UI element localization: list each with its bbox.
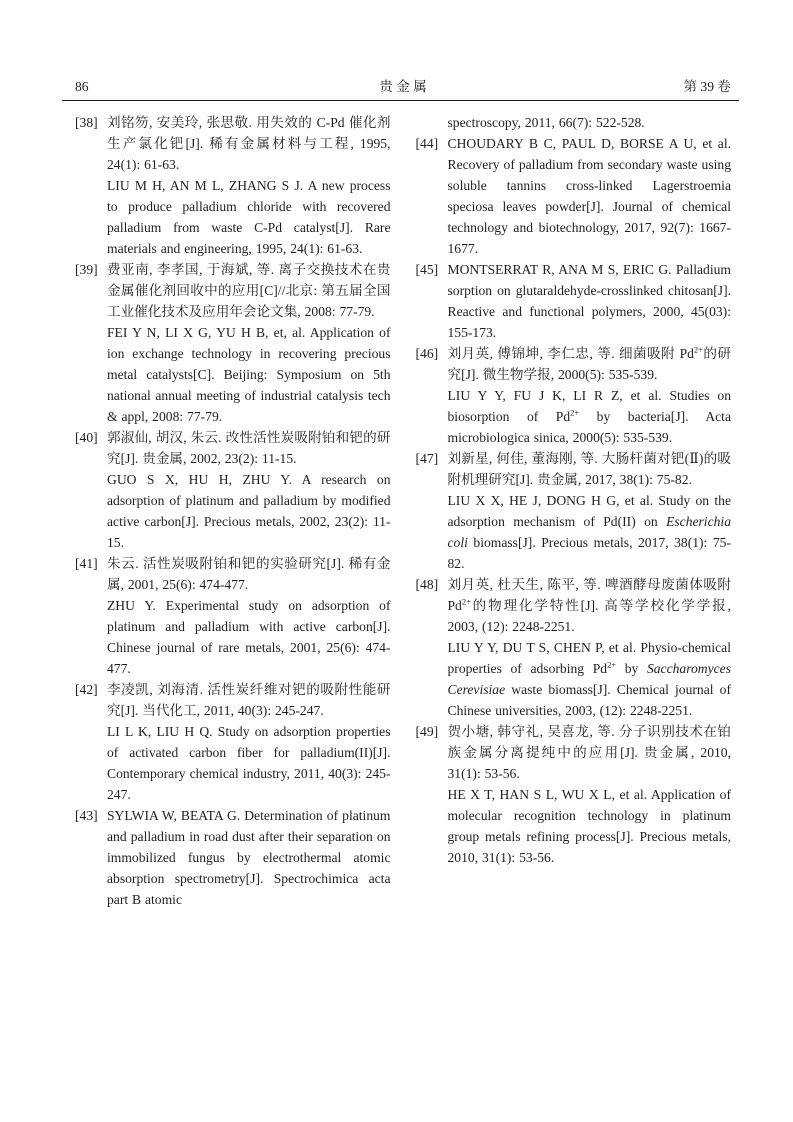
reference-number: [48] xyxy=(415,577,439,592)
reference-chinese-citation: 刘新星, 何佳, 董海刚, 等. 大肠杆菌对钯(Ⅱ)的吸附机理研究[J]. 贵金属, 2017, 38(1): 75-82. xyxy=(447,451,731,487)
reference-number: [43] xyxy=(75,808,98,823)
reference-number: [38] xyxy=(75,115,98,130)
reference-text xyxy=(107,112,391,259)
volume-label: 第 39 卷 xyxy=(683,79,731,94)
reference-chinese-citation: 朱云. 活性炭吸附铂和钯的实验研究[J]. 稀有金属, 2001, 25(6): 474-477. xyxy=(107,556,391,592)
reference-number xyxy=(416,112,448,133)
reference-english-citation: FEI Y N, LI X G, YU H B, et, al. Application of ion exchange technology in recovering precious metal catalysts[C]. Beijing: Symposium on 5th national annual meeting of industrial catalysis tech & appl, 2008: 77-79. xyxy=(107,325,391,424)
reference-english-citation: ZHU Y. Experimental study on adsorption of platinum and palladium with active carbon[J]. Chinese journal of rare metals, 2001, 25(6): 474-477. xyxy=(107,598,391,676)
left-column xyxy=(75,112,391,910)
reference-number: [44] xyxy=(415,136,439,151)
reference-chinese-citation: 李凌凯, 刘海清. 活性炭纤维对钯的吸附性能研究[J]. 当代化工, 2011, 40(3): 245-247. xyxy=(107,682,391,718)
reference-chinese-citation: 刘月英, 傅锦坤, 李仁忠, 等. 细菌吸附 $Pd^{2+}$的研究[J]. 微生物学报, 2000(5): 535-539. xyxy=(447,344,731,382)
right-column xyxy=(416,112,732,910)
reference-item-45 xyxy=(416,259,732,343)
reference-item-38 xyxy=(75,112,391,259)
reference-chinese-citation: 贺小塘, 韩守礼, 吴喜龙, 等. 分子识别技术在铂族金属分离提纯中的应用[J]. 贵金属, 2010, 31(1): 53-56. xyxy=(447,724,731,781)
reference-text xyxy=(107,427,391,553)
reference-number: [39] xyxy=(75,262,98,277)
reference-english-citation: spectroscopy, 2011, 66(7): 522-528. xyxy=(447,115,645,130)
reference-english-citation: LIU Y Y, FU J K, LI R Z, et al. Studies on biosorption of $Pd^{2+}$ by bacteria[J]. Acta microbiologica sinica, 2000(5): 535-539. xyxy=(447,388,731,445)
reference-english-citation: MONTSERRAT R, ANA M S, ERIC G. Palladium sorption on glutaraldehyde-crosslinked chitosan[J]. Reactive and functional polymers, 2000, 45(03): 155-173. xyxy=(447,262,731,340)
reference-chinese-citation: 刘铭笏, 安美玲, 张思敬. 用失效的 C-Pd 催化剂生产氯化钯[J]. 稀有金属材料与工程, 1995, 24(1): 61-63. xyxy=(107,115,391,172)
reference-english-citation: HE X T, HAN S L, WU X L, et al. Application of molecular recognition technology in platinum group metals refining process[J]. Precious metals, 2010, 31(1): 53-56. xyxy=(447,787,731,865)
reference-item-47 xyxy=(416,448,732,574)
reference-english-citation: LIU X X, HE J, DONG H G, et al. Study on the adsorption mechanism of Pd(II) on Escherichia coli biomass[J]. Precious metals, 2017, 38(1): 75-82. xyxy=(447,493,731,571)
reference-item-49 xyxy=(416,721,732,868)
page-number: 86 xyxy=(75,79,89,94)
page-header xyxy=(62,78,739,101)
reference-english-citation: LIU M H, AN M L, ZHANG S J. A new process to produce palladium chloride with recovered palladium from waste C-Pd catalyst[J]. Rare materials and engineering, 1995, 24(1): 61-63. xyxy=(107,178,391,256)
reference-english-citation: SYLWIA W, BEATA G. Determination of platinum and palladium in road dust after their separation on immobilized fungus by electrothermal atomic absorption spectrometry[J]. Spectrochimica acta part B atomic xyxy=(107,808,391,907)
reference-text xyxy=(448,343,732,448)
reference-item-41 xyxy=(75,553,391,679)
reference-english-citation: CHOUDARY B C, PAUL D, BORSE A U, et al. Recovery of palladium from secondary waste using soluble tannins cross-linked Lagerstroemia speciosa leaves powder[J]. Journal of chemical technology and biotechnology, 2017, 92(7): 1667-1677. xyxy=(447,136,731,256)
reference-text xyxy=(107,679,391,805)
references-section xyxy=(75,112,731,910)
reference-chinese-citation: 郭淑仙, 胡汉, 朱云. 改性活性炭吸附铂和钯的研究[J]. 贵金属, 2002, 23(2): 11-15. xyxy=(107,430,391,466)
reference-text xyxy=(448,112,732,133)
reference-text xyxy=(107,805,391,910)
reference-item-42 xyxy=(75,679,391,805)
reference-text xyxy=(448,133,732,259)
reference-number: [40] xyxy=(75,430,98,445)
reference-text xyxy=(448,448,732,574)
reference-chinese-citation: 刘月英, 杜天生, 陈平, 等. 啤酒酵母废菌体吸附 $Pd^{2+}$的物理化学特性[J]. 高等学校化学学报, 2003, (12): 2248-2251. xyxy=(447,577,731,634)
reference-number: [47] xyxy=(415,451,439,466)
reference-number: [45] xyxy=(415,262,439,277)
reference-number: [41] xyxy=(75,556,98,571)
reference-number: [46] xyxy=(415,346,439,361)
reference-item-46 xyxy=(416,343,732,448)
reference-text xyxy=(107,259,391,427)
reference-number: [42] xyxy=(75,682,98,697)
reference-english-citation: LI L K, LIU H Q. Study on adsorption properties of activated carbon fiber for palladium(II)[J]. Contemporary chemical industry, 2011, 40(3): 245-247. xyxy=(107,724,391,802)
reference-text xyxy=(448,721,732,868)
reference-item-40 xyxy=(75,427,391,553)
reference-text xyxy=(448,259,732,343)
reference-item-48 xyxy=(416,574,732,721)
reference-number: [49] xyxy=(415,724,439,739)
journal-title: 贵 金 属 xyxy=(379,79,427,94)
reference-item-39 xyxy=(75,259,391,427)
reference-item-43 xyxy=(75,805,391,910)
reference-item-44 xyxy=(416,133,732,259)
reference-english-citation: GUO S X, HU H, ZHU Y. A research on adsorption of platinum and palladium by modified active carbon[J]. Precious metals, 2002, 23(2): 11-15. xyxy=(107,472,391,550)
reference-text xyxy=(448,574,732,721)
reference-english-citation: LIU Y Y, DU T S, CHEN P, et al. Physio-chemical properties of adsorbing $Pd^{2+}$ by Saccharomyces Cerevisiae waste biomass[J]. Chemical journal of Chinese universities, 2003, (12): 2248-2251. xyxy=(447,640,731,718)
reference-item-43-continuation xyxy=(416,112,732,133)
reference-chinese-citation: 费亚南, 李孝国, 于海斌, 等. 离子交换技术在贵金属催化剂回收中的应用[C]//北京: 第五届全国工业催化技术及应用年会论文集, 2008: 77-79. xyxy=(107,262,391,319)
reference-text xyxy=(107,553,391,679)
